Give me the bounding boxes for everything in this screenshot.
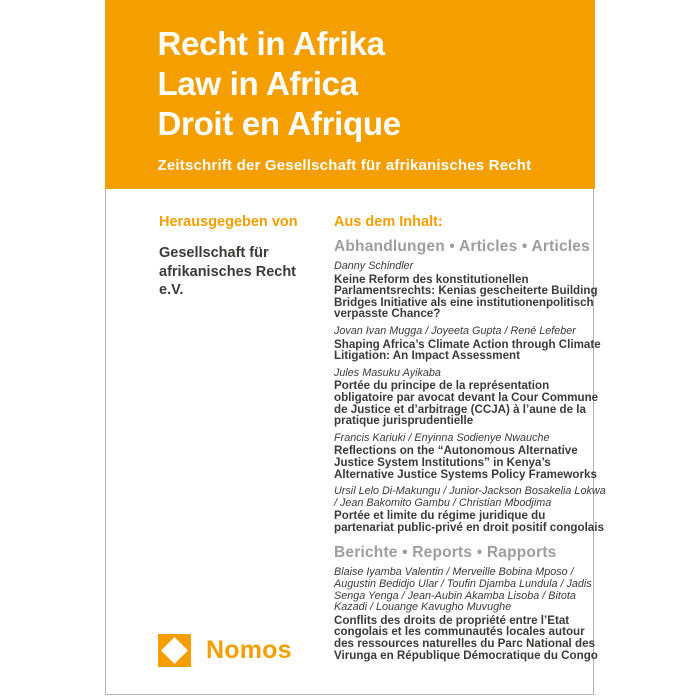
article-title: Conflits des droits de propriété entre l’Etat congolais et les communautés locales autour des ressources naturelles du Parc National des Virunga en République Démocratique du Congo (334, 613, 598, 662)
journal-subtitle: Zeitschrift der Gesellschaft für afrikanisches Recht (157, 157, 532, 174)
contents-heading: Aus dem Inhalt: (334, 214, 443, 230)
title-banner (105, 0, 595, 189)
section-heading-abhandlungen: Abhandlungen • Articles • Articles (334, 238, 590, 255)
publisher-column (159, 214, 324, 300)
article-authors: Jovan Ivan Mugga / Joyeeta Gupta / René Lefeber (334, 324, 576, 337)
article-authors: Blaise Iyamba Valentin / Merveille Bobina Mposo / Augustin Bedidjo Ular / Toufin Djamba Lundula / Jadis Senga Yenga / Jean-Aubin Akamba Lisoba / Bitota Kazadi / Louange Kavugho Muvughe (334, 566, 592, 614)
article (334, 368, 606, 427)
article (334, 326, 606, 362)
publisher-heading: Herausgegeben von (159, 214, 298, 230)
journal-title-line-fr: Droit en Afrique (157, 105, 401, 142)
article (334, 486, 606, 533)
article (334, 433, 606, 480)
article (334, 567, 606, 661)
section-heading-berichte: Berichte • Reports • Rapports (334, 544, 557, 562)
journal-title-line-de: Recht in Afrika (157, 25, 385, 62)
article-title: Portée et limite du régime juridique du partenariat public-privé en droit positif congolais (334, 509, 604, 534)
nomos-logo (158, 634, 292, 667)
journal-title (158, 24, 595, 144)
article-authors: Danny Schindler (334, 260, 414, 272)
article-title: Keine Reform des konstitutionellen Parlamentsrechts: Kenias gescheiterte Building Bridges Initiative als eine institutionenpolitisch verpasste Chance? (334, 272, 598, 321)
article-title: Portée du principe de la représentation obligatoire par avocat devant la Cour Commune de Justice et d’arbitrage (CCJA) à l’aune de la pratique jurisprudentielle (334, 379, 599, 428)
contents-column (334, 214, 606, 661)
article-authors: Ursil Lelo Di-Makungu / Junior-Jackson Bosakelia Lokwa / Jean Bakomito Gambu / Christian Mbodjima (334, 485, 606, 509)
publisher-name: Gesellschaft für afrikanisches Recht e.V. (159, 245, 297, 298)
article-title: Reflections on the “Autonomous Alternative Justice System Institutions” in Kenya’s Alternative Justice Systems Policy Frameworks (334, 444, 597, 481)
article-authors: Francis Kariuki / Enyinna Sodienye Nwauche (334, 431, 550, 444)
article-authors: Jules Masuku Ayikaba (334, 366, 441, 379)
nomos-logo-text: Nomos (206, 636, 292, 664)
article-title: Shaping Africa’s Climate Action through Climate Litigation: An Impact Assessment (334, 337, 601, 363)
nomos-diamond-icon (158, 634, 191, 667)
article (334, 261, 606, 320)
journal-title-line-en: Law in Africa (157, 65, 358, 102)
page-frame (105, 0, 606, 695)
diamond-shape (161, 637, 188, 664)
